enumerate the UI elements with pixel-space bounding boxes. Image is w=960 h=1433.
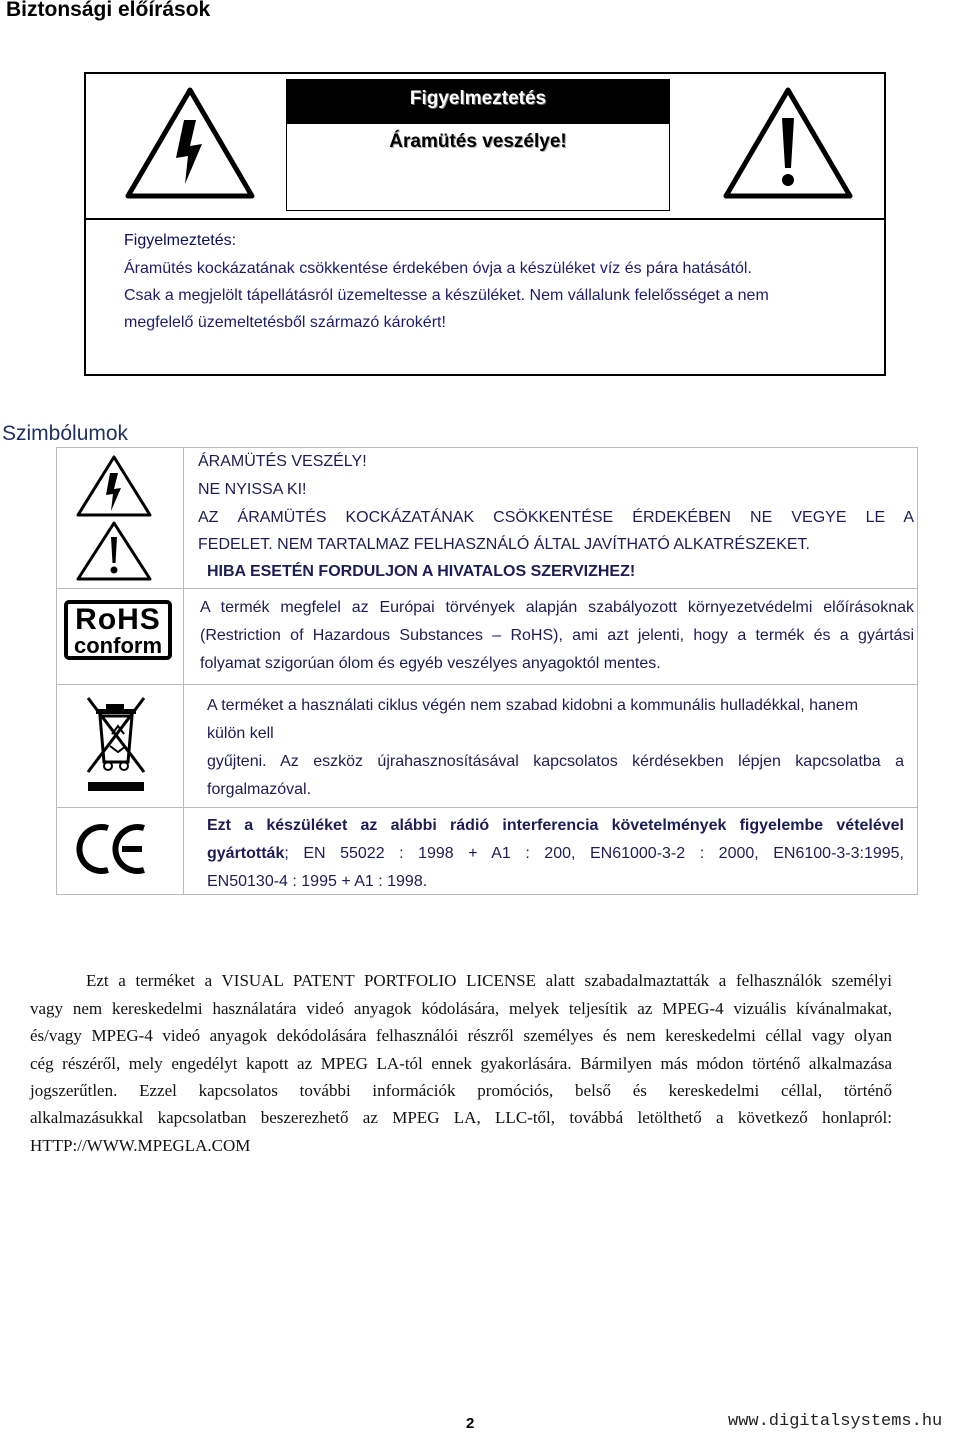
- shock-warning-line: FEDELET. NEM TARTALMAZ FELHASZNÁLÓ ÁLTAL JAVÍTHATÓ ALKATRÉSZEKET.: [198, 536, 810, 553]
- license-text-line: vagy nem kereskedelmi használatára videó anyagok kódolására, melyek teljesítik az MPEG-4 vizuális kívánalmakat,: [30, 999, 892, 1018]
- warning-body-title: Figyelmeztetés:: [124, 232, 237, 249]
- shock-warning-line: AZ ÁRAMÜTÉS KOCKÁZATÁNAK CSÖKKENTÉSE ÉRDEKÉBEN NE VEGYE LE A: [198, 509, 914, 526]
- ce-text-bold: gyártották: [207, 845, 285, 862]
- weee-text-line: A terméket a használati ciklus végén nem szabad kidobni a kommunális hulladékkal, hanem: [207, 697, 859, 714]
- weee-text-line: forgalmazóval.: [207, 781, 312, 798]
- license-text-line: alkalmazásukkal kapcsolatban beszerezhető az MPEG LA, LLC-től, továbbá letölthető a következő honlapról:: [30, 1108, 892, 1127]
- rohs-logo: [64, 600, 172, 660]
- license-text-line: Ezt a terméket a VISUAL PATENT PORTFOLIO LICENSE alatt szabadalmaztatták a felhasználók személyi: [86, 971, 892, 990]
- exclamation-warning-icon: [74, 519, 154, 583]
- weee-bin-icon: [84, 694, 148, 794]
- table-divider: [183, 447, 184, 895]
- warning-header-title: Figyelmeztetés: [409, 88, 547, 109]
- exclamation-warning-icon: [720, 84, 856, 202]
- ce-text-rest: ; EN 55022 : 1998 + A1 : 200, EN61000-3-2 : 2000, EN6100-3-3:1995,: [284, 845, 904, 862]
- ce-text-line: EN50130-4 : 1995 + A1 : 1998.: [207, 873, 428, 890]
- warning-body-line: megfelelő üzemeltetésből származó károkért!: [124, 314, 446, 331]
- shock-warning-line: ÁRAMÜTÉS VESZÉLY!: [198, 453, 367, 470]
- rohs-text-line: (Restriction of Hazardous Substances – RoHS), ami azt jelenti, hogy a termék és a gyártási: [200, 627, 914, 644]
- shock-warning-line: HIBA ESETÉN FORDULJON A HIVATALOS SZERVIZHEZ!: [207, 563, 636, 580]
- warning-body-line: Áramütés kockázatának csökkentése érdekében óvja a készüléket víz és pára hatásától.: [124, 260, 752, 277]
- footer-url[interactable]: www.digitalsystems.hu: [728, 1412, 943, 1431]
- ce-mark-icon: [74, 820, 150, 878]
- license-text-line: cég részéről, mely engedélyt kapott az MPEG LA-tól ennek gyakorlására. Bármilyen más módon történő alkalmazása: [30, 1054, 892, 1073]
- ce-text-line: Ezt a készüléket az alábbi rádió interferencia követelmények figyelembe vételével: [207, 817, 904, 834]
- rohs-logo-subtext: conform: [74, 633, 162, 658]
- license-text-line: és/vagy MPEG-4 videó anyagok dekódolására felhasználói részről személyes és nem kereskedelmi céllal vagy olyan: [30, 1026, 892, 1045]
- table-divider: [56, 684, 918, 685]
- page-number: 2: [466, 1415, 475, 1432]
- rohs-logo-text: RoHS: [75, 603, 161, 636]
- warning-header-subtitle: Áramütés veszélye!: [389, 131, 567, 152]
- ce-text-line: [207, 845, 904, 863]
- lightning-warning-icon: [122, 84, 258, 202]
- rohs-text-line: A termék megfelel az Európai törvények alapján szabályozott környezetvédelmi előírásoknak: [200, 599, 914, 616]
- license-text-line: jogszerűtlen. Ezzel kapcsolatos további információk promóciós, belső és kereskedelmi céllal, történő: [30, 1081, 892, 1100]
- weee-text-line: külön kell: [207, 725, 274, 742]
- table-divider: [56, 588, 918, 589]
- warning-divider: [84, 218, 886, 220]
- weee-text-line: gyűjteni. Az eszköz újrahasznosításával kapcsolatos kérdésekben lépjen kapcsolatba a: [207, 753, 904, 770]
- rohs-text-line: folyamat szigorúan ólom és egyéb veszélyes anyagoktól mentes.: [200, 655, 661, 672]
- shock-warning-line: NE NYISSA KI!: [198, 481, 307, 498]
- symbols-heading: Szimbólumok: [2, 422, 129, 445]
- license-url: HTTP://WWW.MPEGLA.COM: [30, 1136, 251, 1155]
- lightning-warning-icon: [74, 453, 154, 519]
- warning-body-line: Csak a megjelölt tápellátásról üzemeltesse a készüléket. Nem vállalunk felelősséget a nem: [124, 287, 769, 304]
- table-divider: [56, 807, 918, 808]
- page-title: Biztonsági előírások: [6, 0, 211, 21]
